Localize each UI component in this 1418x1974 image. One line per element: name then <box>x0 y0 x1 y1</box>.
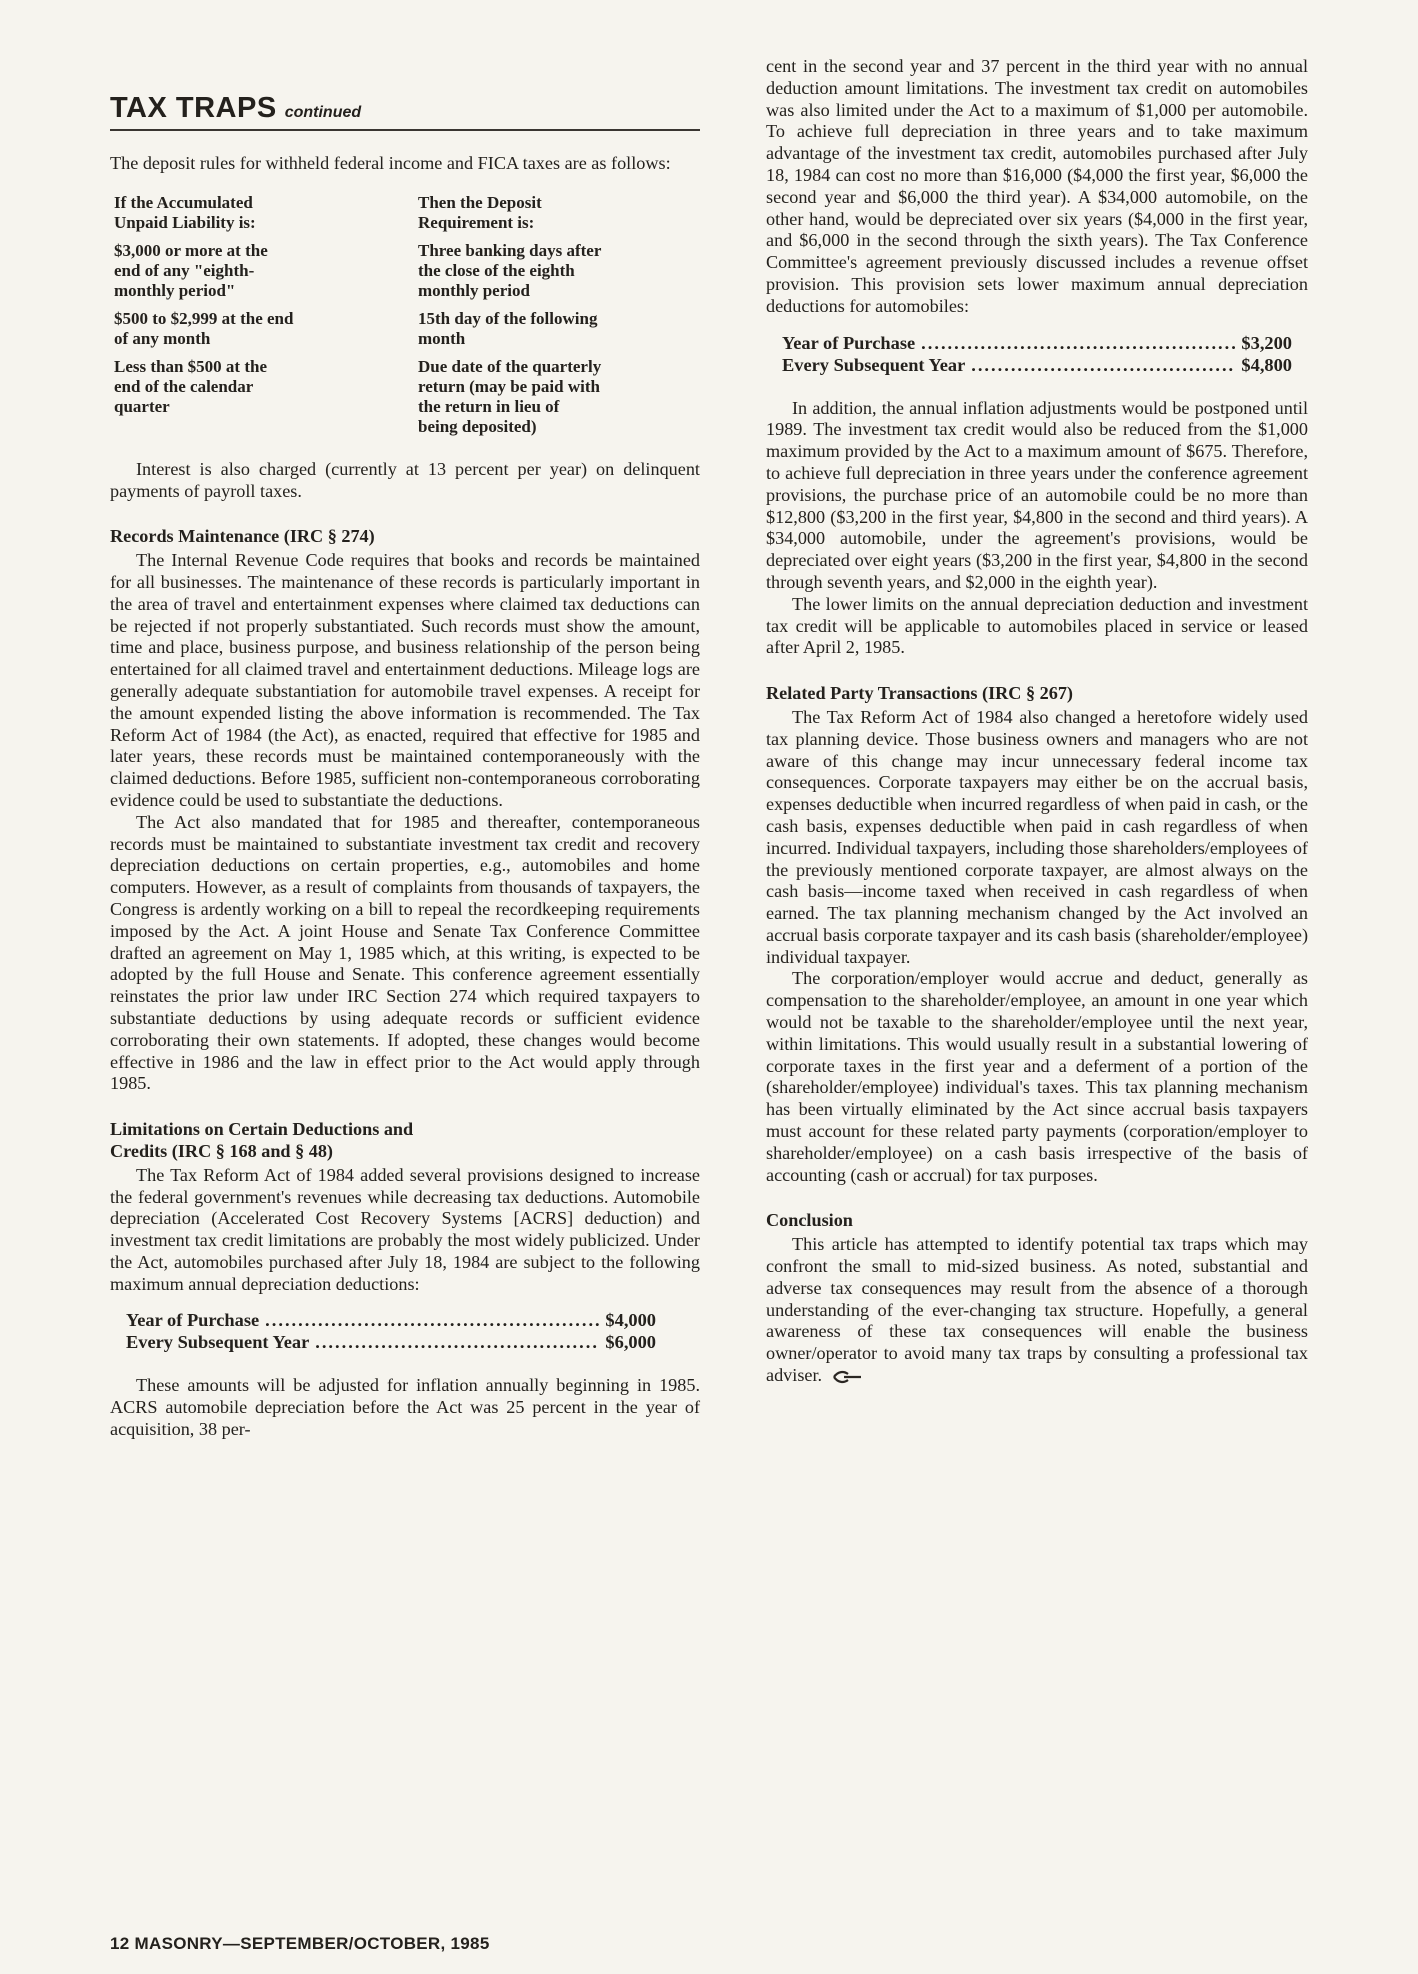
table-cell: Due date of the quarterly return (may be paid with the return in lieu of being deposited) <box>418 356 602 436</box>
continued-label: continued <box>284 104 362 121</box>
lower-limits-paragraph: The lower limits on the annual depreciation deduction and investment tax credit will be applicable to automobiles placed in service or leased after April 2, 1985. <box>766 593 1308 658</box>
limitations-paragraph: The Tax Reform Act of 1984 added several provisions designed to increase the federal government's revenues while decreasing tax deductions. Automobile depreciation (Accelerated Cost Recovery Systems [ACRS] deduction) and investment tax credit limitations are probably the most widely publicized. Under the Act, automobiles purchased after July 18, 1984 are subject to the following maximum annual depreciation deductions: <box>110 1164 700 1294</box>
end-mark-icon <box>832 1370 862 1384</box>
dot-leader <box>315 1331 599 1353</box>
depreciation-list <box>782 332 1292 376</box>
left-column <box>110 92 700 1441</box>
depreciation-value: $4,000 <box>605 1310 656 1331</box>
records-paragraph: The Internal Revenue Code requires that books and records be maintained for all businesses. The maintenance of these records is particularly important in the area of travel and entertainment expenses where claimed tax deductions can be rejected if not properly substantiated. Such records must show the amount, time and place, business purpose, and business relationship of the person being entertained for all claimed travel and entertainment deductions. Mileage logs are generally adequate substantiation for automobile travel expenses. A receipt for the amount expended listing the above information is recommended. The Tax Reform Act of 1984 (the Act), as enacted, required that effective for 1985 and later years, these records must be maintained contemporaneously with the claimed deductions. Before 1985, sufficient non-contemporaneous corroborating evidence could be used to substantiate the deductions. <box>110 550 700 810</box>
limitations-paragraph: These amounts will be adjusted for inflation annually beginning in 1985. ACRS automobile depreciation before the Act was 25 percent in the year of acquisition, 38 per- <box>110 1375 700 1440</box>
right-column <box>766 56 1308 1387</box>
page-footer: 12 MASONRY—SEPTEMBER/OCTOBER, 1985 <box>110 1934 490 1953</box>
related-party-heading: Related Party Transactions (IRC § 267) <box>766 683 1073 704</box>
deposit-rules-table <box>114 193 700 437</box>
depreciation-row <box>126 1331 656 1353</box>
limitations-heading-line: Credits (IRC § 168 and § 48) <box>110 1140 333 1161</box>
continued-paragraph: cent in the second year and 37 percent in the third year with no annual deduction amount limitations. The investment tax credit on automobiles was also limited under the Act to a maximum of $1,000 per automobile. To achieve full depreciation in three years and to take maximum advantage of the investment tax credit, automobiles purchased after July 18, 1984 can cost no more than $16,000 ($4,000 the first year, $6,000 the second year and $6,000 the third year). A $34,000 automobile, on the other hand, would be depreciated over six years ($4,000 in the first year, and $6,000 in the second through the sixth years). The Tax Conference Committee's agreement previously discussed includes a revenue offset provision. This provision sets lower maximum annual depreciation deductions for automobiles: <box>766 56 1308 316</box>
depreciation-value: $3,200 <box>1241 332 1292 353</box>
inflation-paragraph: In addition, the annual inflation adjustments would be postponed until 1989. The investment tax credit would also be reduced from the $1,000 maximum provided by the Act to a maximum amount of $675. Therefore, to achieve full depreciation in three years under the conference agreement provisions, the purchase price of an automobile could be no more than $12,800 ($3,200 in the first year, $4,800 in the second and third years). A $34,000 automobile, under the agreement's provisions, would be depreciated over eight years ($3,200 in the first year, $4,800 in the second through seventh years, and $2,000 in the eighth year). <box>766 397 1308 592</box>
limitations-heading <box>110 1119 700 1163</box>
related-party-paragraph: The Tax Reform Act of 1984 also changed a heretofore widely used tax planning device. Those business owners and managers who are not aware of this change may incur unnecessary federal income tax consequences. Corporate taxpayers may either be on the accrual basis, expenses deductible when incurred regardless of when paid in cash, or the cash basis, expenses deductible when paid in cash regardless of when incurred. Individual taxpayers, including those shareholders/employees of the previously mentioned corporate taxpayer, are almost always on the cash basis—income taxed when received in cash regardless of when earned. The tax planning mechanism changed by the Act involved an accrual basis corporate taxpayer and its cash basis (shareholder/employee) individual taxpayer. <box>766 706 1308 967</box>
dot-leader <box>971 354 1235 376</box>
table-cell: Less than $500 at the end of the calendar quarter <box>114 356 268 416</box>
intro-paragraph: The deposit rules for withheld federal income and FICA taxes are as follows: <box>110 153 671 173</box>
table-header-requirement: Then the Deposit Requirement is: <box>418 192 542 232</box>
section-title: TAX TRAPS <box>110 92 277 124</box>
related-party-paragraph: The corporation/employer would accrue and deduct, generally as compensation to the shareholder/employee, an amount in one year which would not be taxable to the shareholder/employee until the next year, within limitations. This would usually result in a substantial lowering of corporate taxes in the first year and a deferment of a portion of the (shareholder/employee) individual's taxes. This tax planning mechanism has been virtually eliminated by the Act since accrual basis taxpayers must account for these related party payments (corporation/employer to shareholder/employee) on a cash basis irrespective of the basis of accounting (cash or accrual) for tax purposes. <box>766 968 1308 1185</box>
depreciation-label: Every Subsequent Year <box>126 1332 310 1353</box>
table-header-liability: If the Accumulated Unpaid Liability is: <box>114 192 256 232</box>
dot-leader <box>265 1309 599 1331</box>
depreciation-label: Every Subsequent Year <box>782 354 966 375</box>
dot-leader <box>921 332 1235 354</box>
table-cell: $500 to $2,999 at the end of any month <box>114 308 294 348</box>
depreciation-row <box>782 332 1292 354</box>
depreciation-label: Year of Purchase <box>782 332 916 353</box>
limitations-heading-line: Limitations on Certain Deductions and <box>110 1119 414 1140</box>
interest-paragraph: Interest is also charged (currently at 13 percent per year) on delinquent payments of payroll taxes. <box>110 458 700 501</box>
records-paragraph: The Act also mandated that for 1985 and thereafter, contemporaneous records must be maintained to substantiate investment tax credit and recovery depreciation deductions on certain properties, e.g., automobiles and home computers. However, as a result of complaints from thousands of taxpayers, the Congress is ardently working on a bill to repeal the recordkeeping requirements imposed by the Act. A joint House and Senate Tax Conference Committee drafted an agreement on May 1, 1985 which, at this writing, is expected to be adopted by the full House and Senate. This conference agreement essentially reinstates the prior law under IRC Section 274 which required taxpayers to substantiate deductions by using adequate records or sufficient evidence corroborating their own statements. If adopted, these changes would become effective in 1986 and the law in effect prior to the Act would apply through 1985. <box>110 811 700 1094</box>
depreciation-value: $4,800 <box>1241 354 1292 375</box>
depreciation-list <box>126 1309 656 1353</box>
conclusion-paragraph <box>766 1234 1308 1387</box>
depreciation-row <box>782 354 1292 376</box>
table-cell: $3,000 or more at the end of any "eighth- monthly period" <box>114 240 268 300</box>
conclusion-text: This article has attempted to identify potential tax traps which may confront the small to mid-sized business. As noted, substantial and adverse tax consequences may result from the absence of a thorough understanding of the ever-changing tax structure. Hopefully, a general awareness of these tax consequences will enable the business owner/operator to avoid many tax traps by consulting a professional tax adviser. <box>766 1234 1308 1386</box>
section-header <box>110 92 700 131</box>
conclusion-heading: Conclusion <box>766 1210 853 1231</box>
depreciation-row <box>126 1309 656 1331</box>
records-heading: Records Maintenance (IRC § 274) <box>110 526 375 547</box>
depreciation-label: Year of Purchase <box>126 1310 260 1331</box>
table-cell: Three banking days after the close of the eighth monthly period <box>418 240 602 300</box>
depreciation-value: $6,000 <box>605 1332 656 1353</box>
table-cell: 15th day of the following month <box>418 308 598 348</box>
